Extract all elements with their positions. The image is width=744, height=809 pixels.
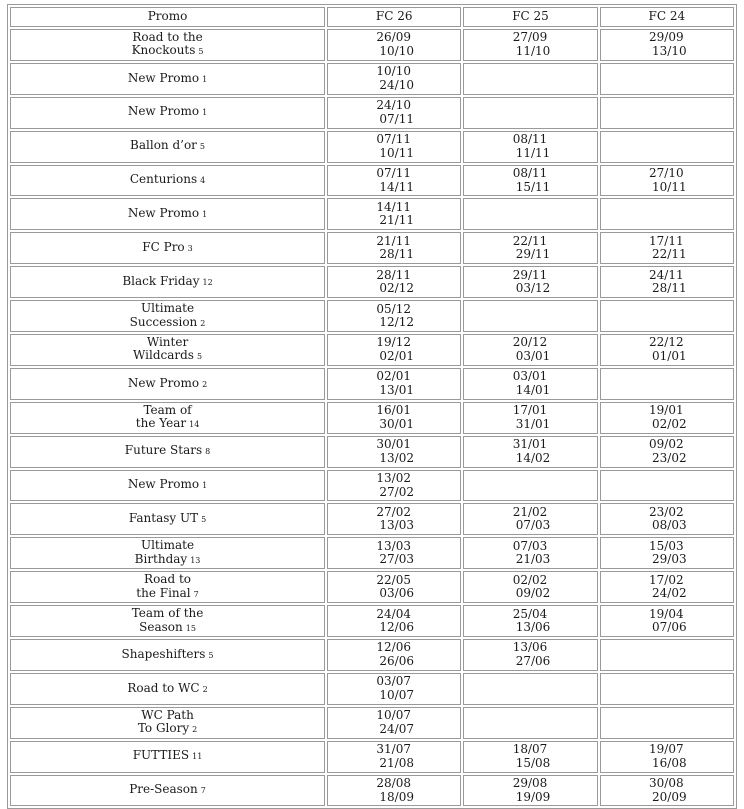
start-date: 19/12	[376, 335, 411, 350]
promo-name-cell	[10, 707, 325, 739]
start-date: 14/11	[376, 199, 411, 214]
fc26-dates-cell	[327, 334, 461, 366]
end-date: 20/09	[652, 789, 687, 804]
promo-name-line: Centurions 4	[129, 172, 206, 187]
promo-name-line: New Promo 1	[127, 206, 208, 221]
end-date: 02/02	[652, 416, 687, 431]
fc26-dates-cell	[327, 165, 461, 197]
promo-name-line: New Promo 2	[127, 375, 208, 390]
promo-name-line: Succession 2	[129, 314, 206, 329]
end-date: 12/12	[379, 315, 414, 330]
start-date: 13/03	[376, 538, 411, 553]
fc25-dates-cell	[463, 334, 597, 366]
end-date: 28/11	[379, 247, 414, 262]
end-date: 13/06	[515, 620, 551, 635]
end-date: 14/11	[379, 179, 414, 194]
header-fc26: FC 26	[327, 7, 461, 27]
promo-count: 1	[202, 210, 208, 220]
fc24-dates-cell	[600, 165, 734, 197]
fc26-dates-cell	[327, 131, 461, 163]
promo-name-cell	[10, 165, 325, 197]
start-date: 31/01	[512, 437, 548, 452]
promo-count: 2	[192, 725, 198, 735]
promo-count: 7	[193, 589, 199, 599]
start-date: 24/10	[376, 98, 411, 113]
fc24-dates-cell	[600, 63, 734, 95]
fc25-dates-cell	[463, 198, 597, 230]
fc25-dates-cell	[463, 470, 597, 502]
promo-name-cell	[10, 605, 325, 637]
end-date: 11/11	[515, 145, 551, 160]
promo-name-line: Knockouts 5	[131, 43, 204, 58]
table-row	[10, 571, 734, 603]
start-date: 24/04	[376, 606, 411, 621]
table-row	[10, 232, 734, 264]
fc26-dates-cell	[327, 232, 461, 264]
fc25-dates-cell	[463, 165, 597, 197]
fc25-dates-cell	[463, 368, 597, 400]
end-date: 29/11	[515, 247, 551, 262]
table-row	[10, 639, 734, 671]
end-date: 27/06	[515, 653, 551, 668]
fc26-dates-cell	[327, 707, 461, 739]
start-date: 02/02	[512, 572, 548, 587]
end-date: 11/10	[515, 43, 551, 58]
end-date: 10/10	[379, 43, 414, 58]
fc24-dates-cell	[600, 470, 734, 502]
start-date: 23/02	[649, 504, 684, 519]
promo-count: 1	[202, 74, 208, 84]
end-date: 03/12	[515, 281, 551, 296]
end-date: 23/02	[652, 450, 687, 465]
end-date: 21/11	[379, 213, 414, 228]
fc25-dates-cell	[463, 131, 597, 163]
promo-name-line: Team of the	[131, 606, 204, 621]
promo-count: 2	[202, 379, 208, 389]
start-date: 03/07	[376, 674, 411, 689]
fc25-dates-cell	[463, 673, 597, 705]
promo-name-cell	[10, 775, 325, 807]
fc26-dates-cell	[327, 605, 461, 637]
fc24-dates-cell	[600, 571, 734, 603]
end-date: 22/11	[652, 247, 687, 262]
promo-name-line: Road to WC 2	[127, 680, 208, 695]
end-date: 12/06	[379, 620, 414, 635]
promo-name-line: New Promo 1	[127, 104, 208, 119]
fc26-dates-cell	[327, 300, 461, 332]
end-date: 03/06	[379, 586, 414, 601]
promo-count: 7	[200, 786, 206, 796]
start-date: 20/12	[512, 335, 548, 350]
fc25-dates-cell	[463, 605, 597, 637]
start-date: 07/03	[512, 538, 548, 553]
table-row	[10, 775, 734, 807]
fc24-dates-cell	[600, 300, 734, 332]
end-date: 03/01	[515, 348, 551, 363]
end-date: 13/10	[652, 43, 687, 58]
table-row	[10, 436, 734, 468]
header-promo: Promo	[10, 7, 325, 27]
fc26-dates-cell	[327, 63, 461, 95]
start-date: 08/11	[512, 166, 548, 180]
promo-count: 8	[205, 447, 211, 457]
start-date: 19/04	[649, 606, 684, 621]
start-date: 12/06	[376, 640, 411, 655]
start-date: 27/09	[512, 30, 548, 45]
promo-name-line: Pre-Season 7	[129, 782, 206, 797]
promo-count: 1	[202, 108, 208, 118]
end-date: 27/02	[379, 484, 414, 499]
end-date: 09/02	[515, 586, 551, 601]
end-date: 21/03	[515, 552, 551, 567]
fc25-dates-cell	[463, 402, 597, 434]
fc25-dates-cell	[463, 775, 597, 807]
end-date: 10/11	[652, 179, 687, 194]
promo-name-line: WC Path	[141, 707, 194, 722]
fc24-dates-cell	[600, 368, 734, 400]
fc26-dates-cell	[327, 470, 461, 502]
promo-name-line: Future Stars 8	[124, 443, 211, 458]
table-row	[10, 266, 734, 298]
promo-count: 2	[200, 318, 206, 328]
promo-count: 5	[208, 650, 214, 660]
start-date: 28/11	[376, 267, 411, 282]
promo-count: 2	[202, 684, 208, 694]
start-date: 09/02	[649, 437, 684, 452]
promo-name-line: Road to	[144, 572, 192, 587]
fc26-dates-cell	[327, 571, 461, 603]
promo-count: 14	[189, 420, 200, 430]
fc24-dates-cell	[600, 639, 734, 671]
promo-count: 1	[202, 481, 208, 491]
promo-name-line: Ballon d’or 5	[130, 138, 206, 153]
promo-name-cell	[10, 198, 325, 230]
promo-name-line: the Year 14	[135, 416, 200, 431]
table-row	[10, 29, 734, 61]
end-date: 30/01	[379, 416, 414, 431]
end-date: 26/06	[379, 653, 414, 668]
promo-name-line: Ultimate	[140, 301, 195, 316]
fc25-dates-cell	[463, 63, 597, 95]
promo-name-cell	[10, 29, 325, 61]
fc26-dates-cell	[327, 97, 461, 129]
start-date: 07/11	[376, 132, 411, 147]
fc26-dates-cell	[327, 673, 461, 705]
table-row	[10, 63, 734, 95]
table-row	[10, 537, 734, 569]
fc25-dates-cell	[463, 29, 597, 61]
fc26-dates-cell	[327, 198, 461, 230]
start-date: 24/11	[649, 267, 684, 282]
start-date: 10/10	[376, 64, 411, 79]
end-date: 13/01	[379, 382, 414, 397]
start-date: 13/06	[512, 640, 548, 655]
promo-name-line: Black Friday 12	[122, 273, 213, 288]
end-date: 19/09	[515, 789, 551, 804]
fc26-dates-cell	[327, 266, 461, 298]
fc25-dates-cell	[463, 537, 597, 569]
promo-name-cell	[10, 334, 325, 366]
table-row	[10, 470, 734, 502]
fc24-dates-cell	[600, 97, 734, 129]
table-row	[10, 334, 734, 366]
end-date: 14/02	[515, 450, 551, 465]
promo-count: 4	[200, 176, 206, 186]
promo-name-line: Season 15	[139, 619, 196, 634]
end-date: 15/08	[515, 755, 551, 770]
end-date: 08/03	[652, 518, 687, 533]
promo-count: 5	[196, 352, 203, 362]
promo-name-cell	[10, 470, 325, 502]
start-date: 03/01	[512, 369, 548, 384]
header-row	[10, 7, 734, 27]
end-date: 24/10	[379, 77, 414, 92]
end-date: 13/03	[379, 518, 414, 533]
fc25-dates-cell	[463, 436, 597, 468]
start-date: 10/07	[376, 708, 411, 723]
start-date: 07/11	[376, 166, 411, 180]
fc26-dates-cell	[327, 537, 461, 569]
end-date: 21/08	[379, 755, 414, 770]
promo-name-cell	[10, 131, 325, 163]
start-date: 02/01	[376, 369, 411, 384]
promo-name-line: Wildcards 5	[133, 348, 203, 363]
fc24-dates-cell	[600, 673, 734, 705]
end-date: 07/06	[652, 620, 687, 635]
start-date: 17/01	[512, 403, 548, 418]
promo-name-line: Ultimate	[140, 538, 195, 553]
start-date: 05/12	[376, 301, 411, 316]
table-row	[10, 165, 734, 197]
promo-name-cell	[10, 97, 325, 129]
end-date: 18/09	[379, 789, 414, 804]
start-date: 29/09	[649, 30, 684, 45]
fc24-dates-cell	[600, 707, 734, 739]
start-date: 21/11	[376, 233, 411, 248]
promo-count: 5	[198, 47, 204, 57]
start-date: 15/03	[649, 538, 684, 553]
end-date: 16/08	[652, 755, 687, 770]
fc24-dates-cell	[600, 402, 734, 434]
end-date: 24/07	[379, 721, 414, 736]
end-date: 02/12	[379, 281, 414, 296]
start-date: 17/02	[649, 572, 684, 587]
promo-name-cell	[10, 63, 325, 95]
promo-name-line: To Glory 2	[137, 721, 198, 736]
table-row	[10, 605, 734, 637]
fc25-dates-cell	[463, 503, 597, 535]
promo-name-line: Shapeshifters 5	[121, 646, 214, 661]
fc24-dates-cell	[600, 334, 734, 366]
promo-name-line: the Final 7	[136, 585, 199, 600]
table-row	[10, 503, 734, 535]
start-date: 13/02	[376, 471, 411, 486]
start-date: 30/08	[649, 776, 684, 791]
fc24-dates-cell	[600, 131, 734, 163]
promo-name-cell	[10, 673, 325, 705]
promo-name-cell	[10, 300, 325, 332]
end-date: 07/03	[515, 518, 551, 533]
table-row	[10, 368, 734, 400]
fc24-dates-cell	[600, 232, 734, 264]
fc26-dates-cell	[327, 436, 461, 468]
start-date: 29/11	[512, 267, 548, 282]
start-date: 19/01	[649, 403, 684, 418]
promo-name-line: Birthday 13	[134, 551, 201, 566]
start-date: 22/11	[512, 233, 548, 248]
promo-name-cell	[10, 571, 325, 603]
end-date: 14/01	[515, 382, 551, 397]
end-date: 13/02	[379, 450, 414, 465]
end-date: 29/03	[652, 552, 687, 567]
fc25-dates-cell	[463, 300, 597, 332]
promo-count: 5	[199, 142, 206, 152]
fc25-dates-cell	[463, 639, 597, 671]
promo-name-line: Fantasy UT 5	[128, 511, 207, 526]
header-fc24: FC 24	[600, 7, 734, 27]
end-date: 07/11	[379, 111, 414, 126]
promo-name-line: Winter	[146, 334, 189, 349]
start-date: 22/05	[376, 572, 411, 587]
promo-name-cell	[10, 503, 325, 535]
start-date: 28/08	[376, 776, 411, 791]
table-row	[10, 131, 734, 163]
fc26-dates-cell	[327, 503, 461, 535]
end-date: 10/07	[379, 687, 414, 702]
start-date: 16/01	[376, 403, 411, 418]
start-date: 08/11	[512, 132, 548, 147]
promo-count: 3	[187, 244, 193, 254]
header-fc25: FC 25	[463, 7, 597, 27]
table-body	[10, 29, 734, 806]
end-date: 24/02	[652, 586, 687, 601]
promo-name-cell	[10, 232, 325, 264]
promo-count: 12	[202, 277, 213, 287]
fc24-dates-cell	[600, 266, 734, 298]
table-row	[10, 300, 734, 332]
start-date: 27/02	[376, 504, 411, 519]
end-date: 10/11	[379, 145, 414, 160]
fc25-dates-cell	[463, 571, 597, 603]
promo-count: 15	[185, 623, 196, 633]
fc24-dates-cell	[600, 436, 734, 468]
promo-count: 11	[192, 752, 203, 762]
fc24-dates-cell	[600, 775, 734, 807]
end-date: 02/01	[379, 348, 414, 363]
table-row	[10, 402, 734, 434]
table-row	[10, 97, 734, 129]
promo-name-cell	[10, 266, 325, 298]
promo-name-cell	[10, 537, 325, 569]
end-date: 15/11	[515, 179, 551, 194]
promo-name-cell	[10, 436, 325, 468]
promo-name-line: FUTTIES 11	[132, 748, 203, 763]
start-date: 17/11	[649, 233, 684, 248]
start-date: 22/12	[649, 335, 684, 350]
fc26-dates-cell	[327, 775, 461, 807]
start-date: 21/02	[512, 504, 548, 519]
promo-name-cell	[10, 368, 325, 400]
promo-count: 13	[190, 555, 201, 565]
end-date: 28/11	[652, 281, 687, 296]
table-row	[10, 707, 734, 739]
start-date: 27/10	[649, 166, 684, 180]
fc25-dates-cell	[463, 266, 597, 298]
fc24-dates-cell	[600, 503, 734, 535]
promo-schedule-table	[7, 4, 737, 809]
fc26-dates-cell	[327, 402, 461, 434]
table-row	[10, 198, 734, 230]
promo-name-line: Team of	[143, 402, 192, 417]
promo-name-line: New Promo 1	[127, 70, 208, 85]
promo-name-cell	[10, 402, 325, 434]
fc26-dates-cell	[327, 368, 461, 400]
fc26-dates-cell	[327, 639, 461, 671]
start-date: 19/07	[649, 742, 684, 757]
table-row	[10, 673, 734, 705]
end-date: 01/01	[652, 348, 687, 363]
start-date: 25/04	[512, 606, 548, 621]
fc24-dates-cell	[600, 198, 734, 230]
fc24-dates-cell	[600, 537, 734, 569]
fc24-dates-cell	[600, 29, 734, 61]
fc24-dates-cell	[600, 605, 734, 637]
promo-count: 5	[201, 515, 207, 525]
start-date: 18/07	[512, 742, 548, 757]
end-date: 27/03	[379, 552, 414, 567]
fc25-dates-cell	[463, 97, 597, 129]
fc26-dates-cell	[327, 29, 461, 61]
start-date: 30/01	[376, 437, 411, 452]
start-date: 26/09	[376, 30, 411, 45]
fc25-dates-cell	[463, 707, 597, 739]
promo-name-line: FC Pro 3	[142, 240, 193, 255]
promo-name-cell	[10, 639, 325, 671]
start-date: 31/07	[376, 742, 411, 757]
fc25-dates-cell	[463, 232, 597, 264]
promo-name-line: Road to the	[132, 29, 203, 44]
promo-name-line: New Promo 1	[127, 477, 208, 492]
end-date: 31/01	[515, 416, 551, 431]
start-date: 29/08	[512, 776, 548, 791]
